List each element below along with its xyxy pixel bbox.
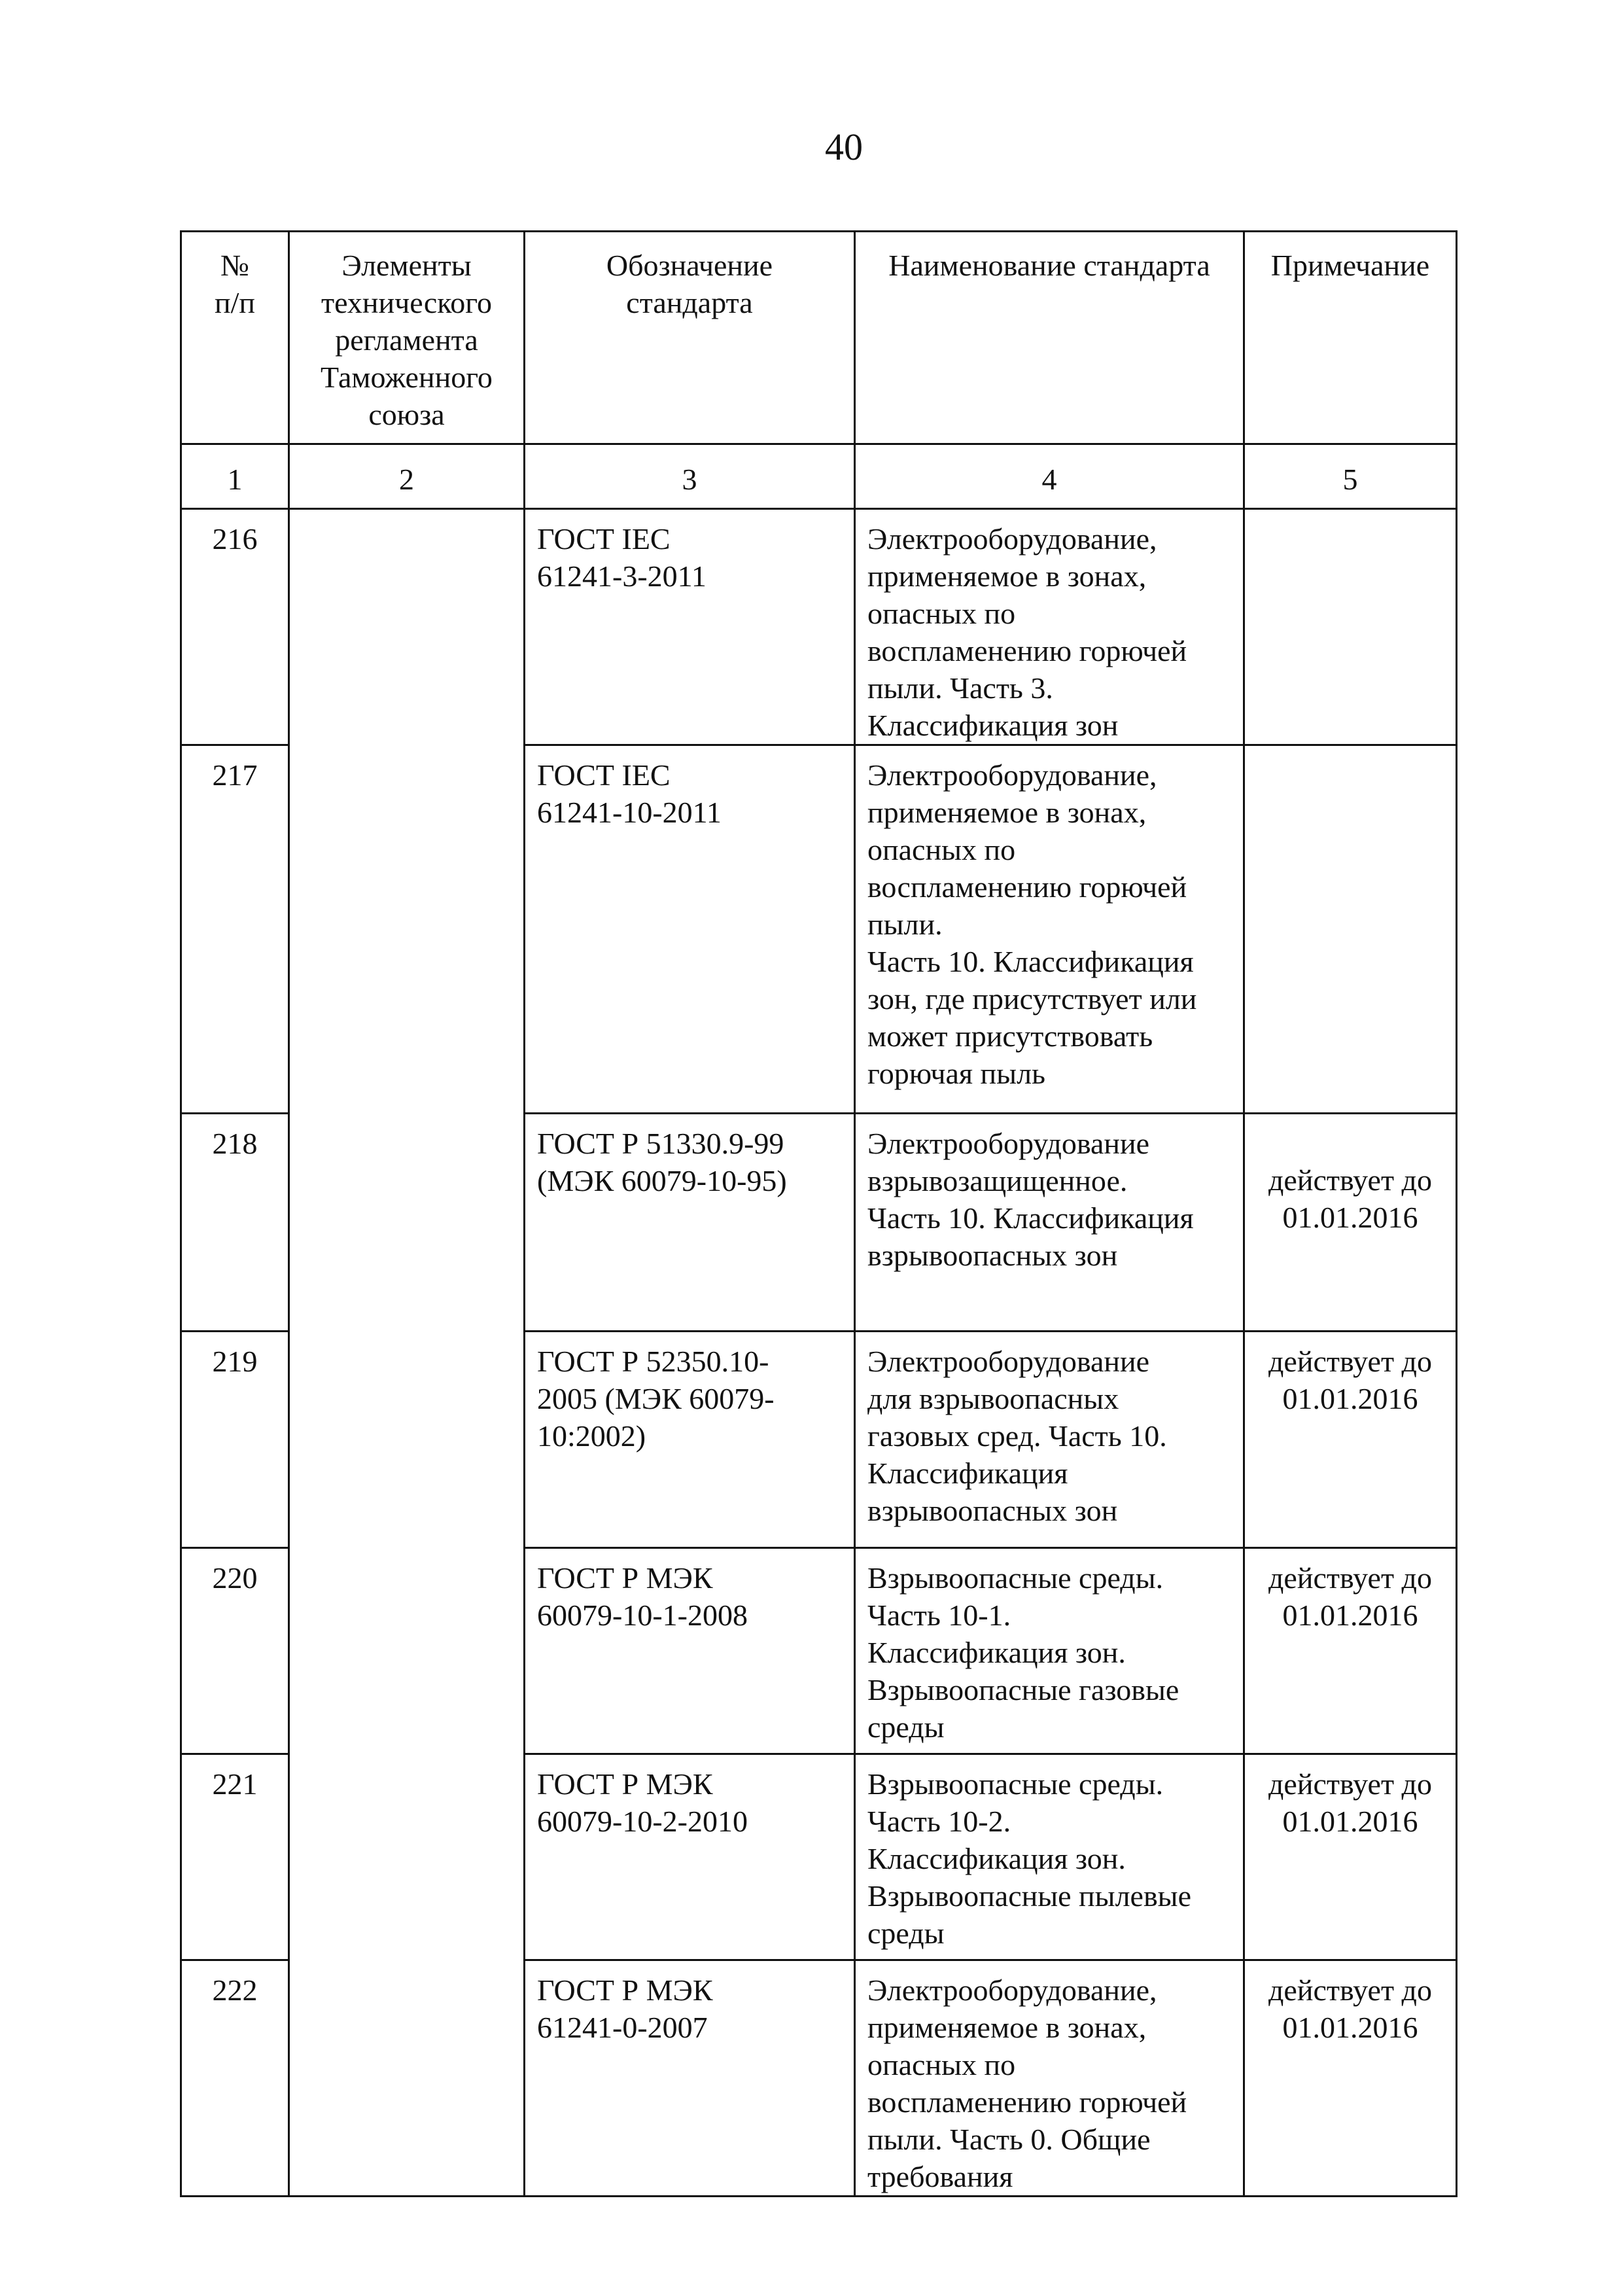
header-elements: Элементы технического регламента Таможенного союза: [289, 232, 525, 444]
note-cell: действует до 01.01.2016: [1244, 1332, 1457, 1548]
column-index-cell: 4: [855, 444, 1244, 509]
standard-name: Электрооборудование, применяемое в зонах, опасных по воспламенению горючей пыли. Часть 0. Общие требования: [855, 1960, 1244, 2197]
table-row: [181, 509, 1457, 745]
page-number: 40: [825, 126, 863, 168]
note-cell: [1244, 745, 1457, 1114]
column-index-cell: 1: [181, 444, 289, 509]
header-note: Примечание: [1244, 232, 1457, 444]
row-number: 218: [181, 1114, 289, 1332]
row-number: 222: [181, 1960, 289, 2197]
row-number: 220: [181, 1548, 289, 1754]
standard-designation: ГОСТ Р МЭК 60079-10-1-2008: [525, 1548, 855, 1754]
standard-designation: ГОСТ Р МЭК 60079-10-2-2010: [525, 1754, 855, 1960]
note-cell: действует до 01.01.2016: [1244, 1960, 1457, 2197]
standard-designation: ГОСТ IEC 61241-3-2011: [525, 509, 855, 745]
row-number: 221: [181, 1754, 289, 1960]
standard-name: Электрооборудование взрывозащищенное. Часть 10. Классификация взрывоопасных зон: [855, 1114, 1244, 1332]
row-number: 219: [181, 1332, 289, 1548]
column-index-cell: 3: [525, 444, 855, 509]
header-num: № п/п: [181, 232, 289, 444]
header-name: Наименование стандарта: [855, 232, 1244, 444]
standard-name: Электрооборудование, применяемое в зонах, опасных по воспламенению горючей пыли. Часть 10. Классификация зон, где присутствует или может присутствовать горючая пыль: [855, 745, 1244, 1114]
column-index-row: [181, 444, 1457, 509]
standards-table: [180, 230, 1457, 2197]
standard-name: Электрооборудование, применяемое в зонах, опасных по воспламенению горючей пыли. Часть 3. Классификация зон: [855, 509, 1244, 745]
standard-designation: ГОСТ Р 51330.9-99 (МЭК 60079-10-95): [525, 1114, 855, 1332]
regulation-elements-cell: [289, 509, 525, 2197]
row-number: 217: [181, 745, 289, 1114]
column-index-cell: 2: [289, 444, 525, 509]
standard-designation: ГОСТ IEC 61241-10-2011: [525, 745, 855, 1114]
header-designation: Обозначение стандарта: [525, 232, 855, 444]
note-cell: действует до 01.01.2016: [1244, 1754, 1457, 1960]
standard-designation: ГОСТ Р МЭК 61241-0-2007: [525, 1960, 855, 2197]
note-cell: [1244, 509, 1457, 745]
column-index-cell: 5: [1244, 444, 1457, 509]
standard-name: Электрооборудование для взрывоопасных газовых сред. Часть 10. Классификация взрывоопасных зон: [855, 1332, 1244, 1548]
row-number: 216: [181, 509, 289, 745]
header-row: [181, 232, 1457, 444]
standard-name: Взрывоопасные среды. Часть 10-2. Классификация зон. Взрывоопасные пылевые среды: [855, 1754, 1244, 1960]
note-cell: действует до 01.01.2016: [1244, 1114, 1457, 1332]
note-cell: действует до 01.01.2016: [1244, 1548, 1457, 1754]
standard-name: Взрывоопасные среды. Часть 10-1. Классификация зон. Взрывоопасные газовые среды: [855, 1548, 1244, 1754]
standard-designation: ГОСТ Р 52350.10- 2005 (МЭК 60079- 10:2002): [525, 1332, 855, 1548]
